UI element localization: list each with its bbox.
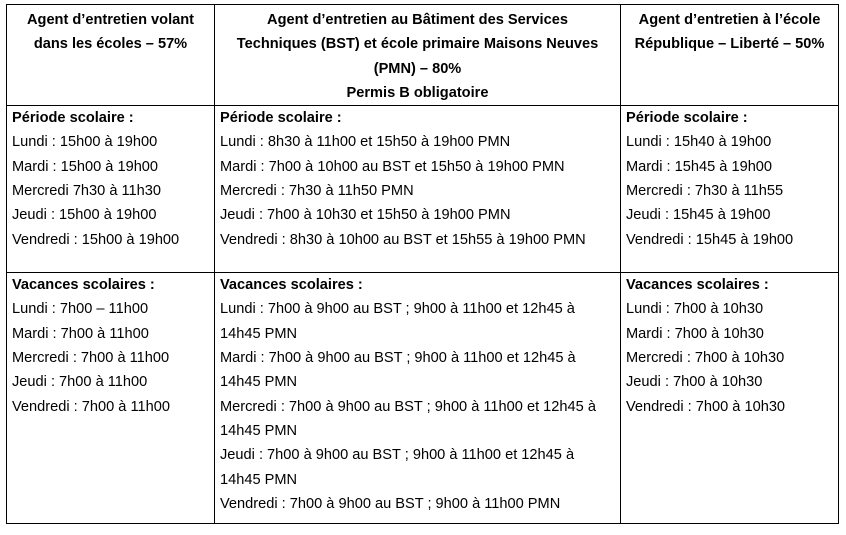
schedule-line: Vendredi : 7h00 à 10h30 [626, 398, 786, 415]
schedule-line: Vendredi : 8h30 à 10h00 au BST et 15h55 à 19h00 PMN [220, 231, 586, 248]
header-row [7, 5, 839, 106]
schedule-line: Vendredi : 7h00 à 11h00 [12, 398, 170, 415]
schedule-table [6, 4, 839, 524]
schedule-line: Vendredi : 15h45 à 19h00 [626, 231, 794, 248]
vacances-cell-republique [621, 273, 839, 524]
periode-title: Période scolaire : [12, 110, 134, 127]
schedule-line: Jeudi : 15h45 à 19h00 [626, 207, 771, 224]
schedule-line: Mardi : 15h45 à 19h00 [626, 158, 773, 175]
header-line: Agent d’entretien volant [26, 12, 195, 28]
header-line: Techniques (BST) et école primaire Maisons Neuves [236, 36, 599, 53]
vacances-title: Vacances scolaires : [626, 277, 769, 294]
header-cell-volant [7, 5, 215, 106]
header-line: Agent d’entretien au Bâtiment des Services [267, 12, 568, 28]
schedule-line: Lundi : 7h00 – 11h00 [12, 301, 149, 318]
periode-scolaire-row [7, 106, 839, 273]
periode-title: Période scolaire : [626, 110, 748, 127]
header-cell-bst-pmn [215, 5, 621, 106]
periode-title: Période scolaire : [220, 110, 342, 127]
schedule-line: Mardi : 7h00 à 9h00 au BST ; 9h00 à 11h00 et 12h45 à 14h45 PMN [220, 350, 576, 391]
vacances-title: Vacances scolaires : [220, 277, 363, 294]
vacances-cell-bst-pmn [215, 273, 621, 524]
schedule-line: Lundi : 7h00 à 9h00 au BST ; 9h00 à 11h00 et 12h45 à 14h45 PMN [220, 301, 575, 342]
schedule-line: Mercredi : 7h00 à 9h00 au BST ; 9h00 à 11h00 et 12h45 à 14h45 PMN [220, 398, 596, 439]
schedule-line: Jeudi : 7h00 à 9h00 au BST ; 9h00 à 11h00 et 12h45 à 14h45 PMN [220, 447, 575, 488]
periode-cell-bst-pmn [215, 106, 621, 273]
header-line: dans les écoles – 57% [33, 36, 188, 53]
header-line: République – Liberté – 50% [634, 36, 825, 53]
schedule-line: Vendredi : 7h00 à 9h00 au BST ; 9h00 à 11h00 PMN [220, 495, 561, 512]
vacances-scolaires-row [7, 273, 839, 524]
schedule-line: Jeudi : 7h00 à 10h30 et 15h50 à 19h00 PMN [220, 207, 511, 224]
schedule-line: Lundi : 8h30 à 11h00 et 15h50 à 19h00 PMN [220, 134, 511, 151]
vacances-title: Vacances scolaires : [12, 277, 155, 294]
schedule-line: Mardi : 7h00 à 11h00 [12, 325, 149, 342]
header-line: Permis B obligatoire [346, 84, 489, 101]
schedule-line: Mardi : 15h00 à 19h00 [12, 158, 159, 175]
header-line: Agent d’entretien à l’école [638, 12, 821, 28]
schedule-line: Mardi : 7h00 à 10h00 au BST et 15h50 à 19h00 PMN [220, 158, 565, 175]
periode-cell-republique [621, 106, 839, 273]
schedule-line: Mercredi : 7h00 à 11h00 [12, 350, 170, 367]
schedule-line: Mercredi : 7h30 à 11h55 [626, 183, 784, 200]
schedule-line: Mercredi : 7h00 à 10h30 [626, 350, 785, 367]
schedule-line: Mardi : 7h00 à 10h30 [626, 325, 764, 342]
schedule-line: Vendredi : 15h00 à 19h00 [12, 231, 180, 248]
header-line: (PMN) – 80% [373, 60, 462, 77]
schedule-line: Lundi : 15h40 à 19h00 [626, 134, 772, 151]
vacances-cell-volant [7, 273, 215, 524]
schedule-line: Lundi : 15h00 à 19h00 [12, 134, 158, 151]
schedule-line: Jeudi : 7h00 à 10h30 [626, 374, 763, 391]
schedule-line: Mercredi 7h30 à 11h30 [12, 183, 162, 200]
schedule-line: Mercredi : 7h30 à 11h50 PMN [220, 183, 414, 200]
schedule-line: Lundi : 7h00 à 10h30 [626, 301, 764, 318]
schedule-line: Jeudi : 7h00 à 11h00 [12, 374, 148, 391]
header-cell-republique [621, 5, 839, 106]
schedule-line: Jeudi : 15h00 à 19h00 [12, 207, 157, 224]
periode-cell-volant [7, 106, 215, 273]
